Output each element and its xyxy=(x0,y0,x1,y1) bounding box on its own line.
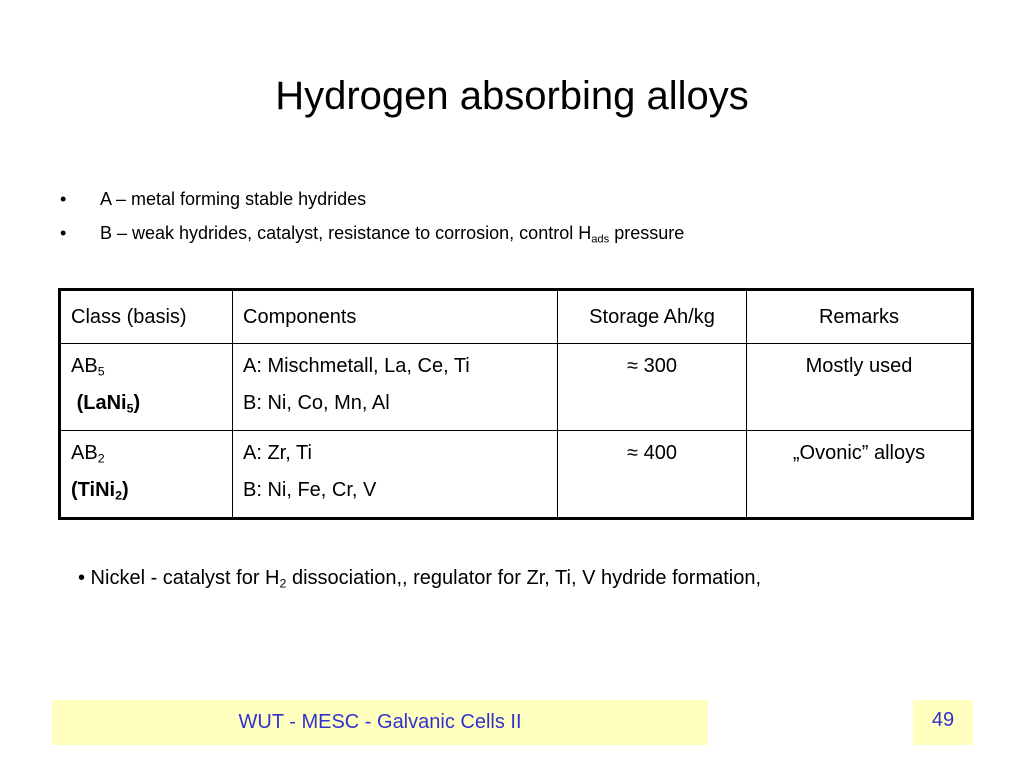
note-subscript: 2 xyxy=(279,576,287,591)
class-formula-subscript: 5 xyxy=(126,401,134,416)
nickel-note xyxy=(78,563,761,593)
class-basis xyxy=(71,348,222,385)
class-basis xyxy=(71,435,222,472)
component-b: B: Ni, Co, Mn, Al xyxy=(243,392,390,414)
component-b: B: Ni, Fe, Cr, V xyxy=(243,479,377,501)
header-class: Class (basis) xyxy=(60,290,233,344)
page-number: 49 xyxy=(931,709,955,731)
class-formula-end: ) xyxy=(121,479,129,501)
class-formula xyxy=(71,472,222,509)
note-text-after: dissociation,, regulator for Zr, Ti, V hydride formation, xyxy=(286,567,762,589)
cell-class xyxy=(60,344,233,431)
cell-storage: ≈ 300 xyxy=(558,344,747,431)
bullet-text-after: pressure xyxy=(609,223,685,243)
cell-remarks: Mostly used xyxy=(747,344,973,431)
component-a: A: Mischmetall, La, Ce, Ti xyxy=(243,355,470,377)
footer-label: WUT - MESC - Galvanic Cells II xyxy=(238,711,522,733)
class-basis-text: AB xyxy=(71,442,98,464)
cell-remarks: „Ovonic” alloys xyxy=(747,431,973,519)
class-formula-subscript: 2 xyxy=(115,488,122,503)
class-formula-end: ) xyxy=(133,392,141,414)
table-row xyxy=(60,344,973,431)
header-remarks: Remarks xyxy=(747,290,973,344)
bullet-marker: • xyxy=(60,223,67,243)
cell-components xyxy=(233,344,558,431)
class-basis-subscript: 2 xyxy=(97,451,105,466)
bullet-list xyxy=(60,186,684,254)
class-formula xyxy=(71,385,222,422)
header-components: Components xyxy=(233,290,558,344)
bullet-item-a xyxy=(60,186,684,220)
bullet-item-b xyxy=(60,220,684,254)
bullet-subscript: ads xyxy=(591,233,610,246)
class-formula-text: (TiNi xyxy=(71,479,116,501)
bullet-marker: • xyxy=(60,189,67,209)
cell-storage: ≈ 400 xyxy=(558,431,747,519)
table-row xyxy=(60,431,973,519)
cell-components xyxy=(233,431,558,519)
note-text: • Nickel - catalyst for H xyxy=(78,567,280,589)
bullet-text: A – metal forming stable hydrides xyxy=(100,189,367,209)
class-basis-text: AB xyxy=(71,355,98,377)
class-basis-subscript: 5 xyxy=(97,364,105,379)
footer-label-box xyxy=(52,700,708,745)
bullet-text: B – weak hydrides, catalyst, resistance to corrosion, control H xyxy=(100,223,592,243)
alloy-table xyxy=(58,288,974,520)
cell-class xyxy=(60,431,233,519)
page-number-box xyxy=(913,700,973,745)
table-header-row xyxy=(60,290,973,344)
header-storage: Storage Ah/kg xyxy=(558,290,747,344)
slide-title: Hydrogen absorbing alloys xyxy=(275,74,749,118)
class-formula-text: (LaNi xyxy=(76,392,127,414)
component-a: A: Zr, Ti xyxy=(243,442,312,464)
